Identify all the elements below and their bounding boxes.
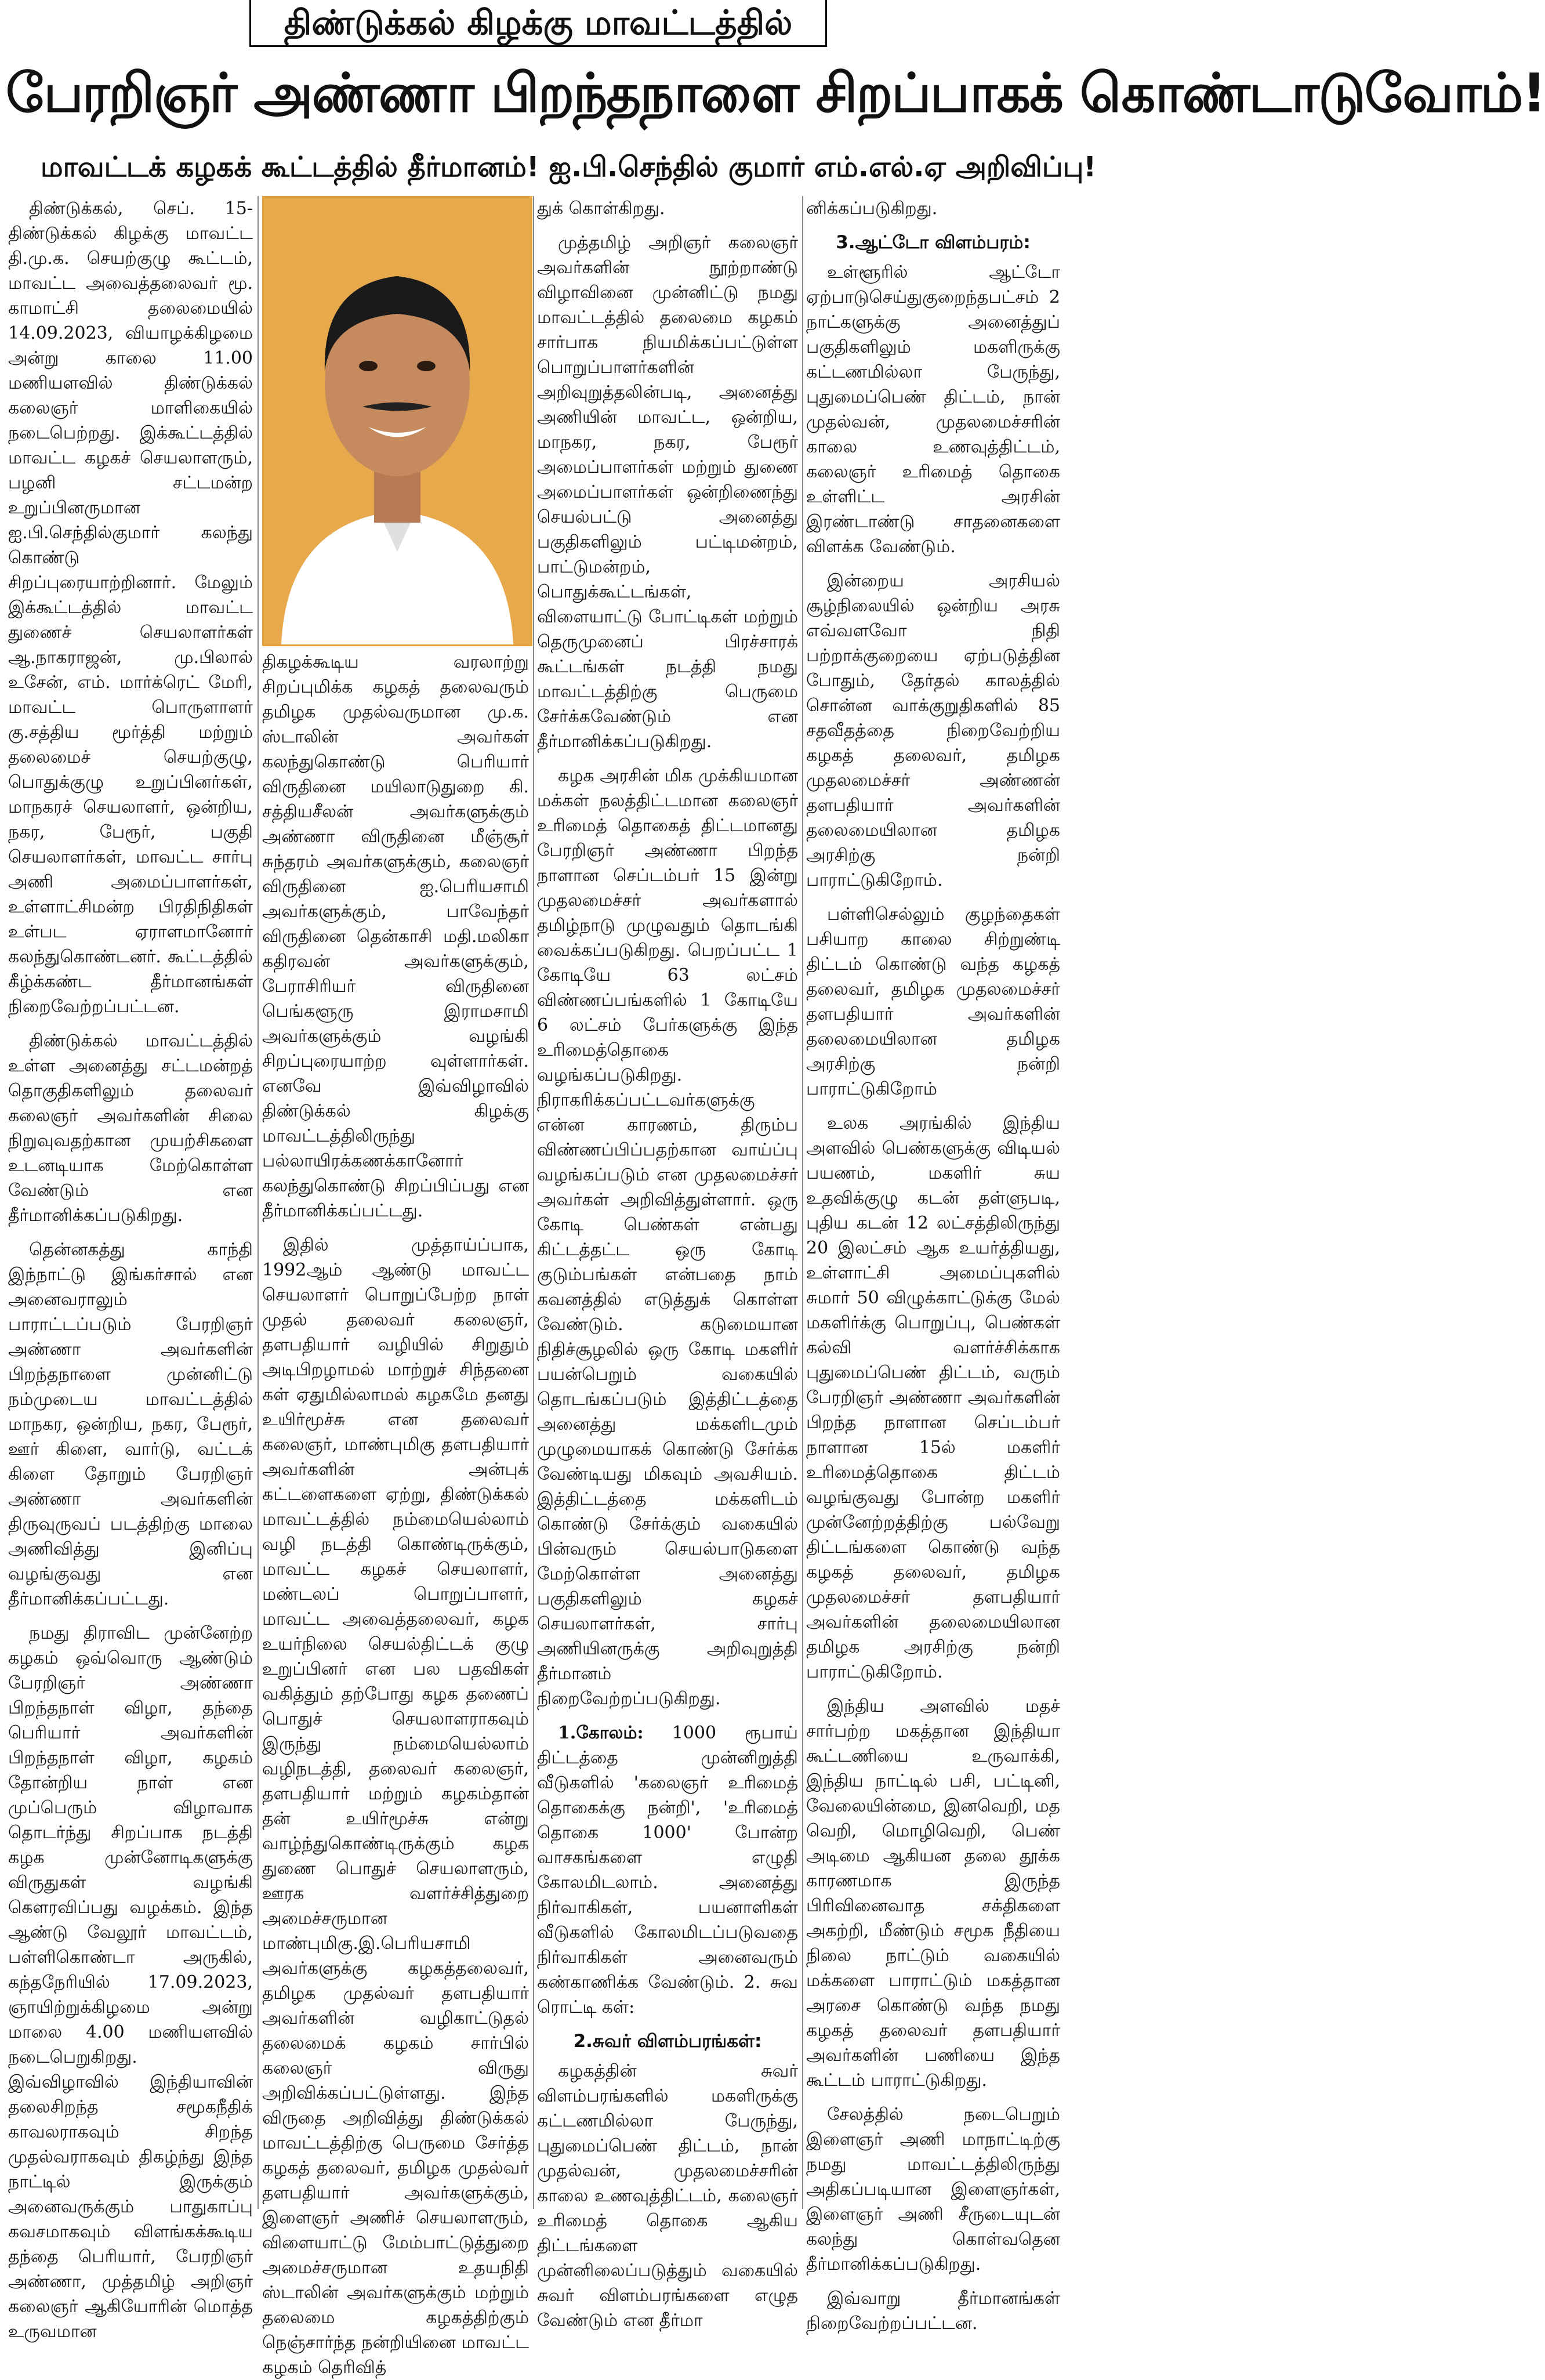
headline: பேரறிஞர் அண்ணா பிறந்தநாளை சிறப்பாகக் கொண்டாடுவோம்! — [6, 62, 1545, 124]
paragraph: னிக்கப்படுகிறது. — [806, 198, 938, 219]
paragraph: இதில் முத்தாய்ப்பாக, 1992ஆம் ஆண்டு மாவட்ட செயலாளர் பொறுப்பேற்ற நாள் முதல் தலைவர் கலைஞர், தளபதியார் வழியில் சிறுதும் அடிபிறழாமல் மாற்றுச் சிந்தனை கள் ஏதுமில்லாமல் கழகமே தனது உயிர்மூச்சு என தலைவர் கலைஞர், மாண்புமிகு தளபதியார் அவர்களின் அன்புக் கட்டளைகளை ஏற்று, திண்டுக்கல் மாவட்டத்தில் நம்மையெல்லாம் வழி நடத்தி கொண்டிருக்கும், மாவட்ட கழகச் செயலாளர், மண்டலப் பொறுப்பாளர், மாவட்ட அவைத்தலைவர், கழக உயர்நிலை செயல்திட்டக் குழு உறுப்பினர் என பல பதவிகள் வகித்தும் தற்போது கழக தணைப் பொதுச் செயலாளராகவும் இருந்து நம்மையெல்லாம் வழிநடத்தி, தலைவர் கலைஞர், தளபதியார் மற்றும் கழகம்தான் தன் உயிர்மூச்சு என்று வாழ்ந்துகொண்டிருக்கும் கழக துணை பொதுச் செயலாளரும், ஊரக வளர்ச்சித்துறை அமைச்சருமான மாண்புமிகு.இ.பெரியசாமி அவர்களுக்கு கழகத்தலைவர், தமிழக முதல்வர் தளபதியார் அவர்களின் வழிகாட்டுதல் தலைமைக் கழகம் சார்பில் கலைஞர் விருது அறிவிக்கப்பட்டுள்ளது. இந்த விருதை அறிவித்து திண்டுக்கல் மாவட்டத்திற்கு பெருமை சேர்த்த கழகத் தலைவர், தமிழக முதல்வர் தளபதியார் அவர்களுக்கும், இளைஞர் அணிச் செயலாளரும், விளையாட்டு மேம்பாட்டுத்துறை அமைச்சருமான உதயநிதி ஸ்டாலின் அவர்களுக்கும் மற்றும் தலைமை கழகத்திற்கும் நெஞ்சார்ந்த நன்றியினை மாவட்ட கழகம் தெரிவித் — [262, 1235, 529, 2378]
paragraph: திகழக்கூடிய வரலாற்று சிறப்புமிக்க கழகத் தலைவரும் தமிழக முதல்வருமான மு.க. ஸ்டாலின் அவர்கள் கலந்துகொண்டு பெரியார் விருதினை மயிலாடுதுறை கி. சத்தியசீலன் அவர்களுக்கும் அண்ணா விருதினை மீஞ்சூர் சுந்தரம் அவர்களுக்கும், கலைஞர் விருதினை ஐ.பெரியசாமி அவர்களுக்கும், பாவேந்தர் விருதினை தென்காசி மதி.மலிகா கதிரவன் அவர்களுக்கும், பேராசிரியர் விருதினை பெங்களூரு இராமசாமி அவர்களுக்கும் வழங்கி சிறப்புரையாற்ற வுள்ளார்கள். எனவே இவ்விழாவில் திண்டுக்கல் கிழக்கு மாவட்டத்திலிருந்து பல்லாயிரக்கணக்கானோர் கலந்துகொண்டு சிறப்பிப்பது என தீர்மானிக்கப்பட்டது. — [262, 652, 529, 1221]
section-body: 1000 ரூபாய் திட்டத்தை முன்னிறுத்தி வீடுகளில் 'கலைஞர் உரிமைத் தொகைக்கு நன்றி', 'உரிமைத் தொகை 1000' போன்ற வாசகங்களை எழுதி கோலமிடலாம். அனைத்து நிர்வாகிகள், பயனாளிகள் வீடுகளில் கோலமிடப்படுவதை நிர்வாகிகள் அனைவரும் கண்காணிக்க வேண்டும். 2. சுவ ரொட்டி கள்: — [537, 1723, 798, 2017]
paragraph: உலக அரங்கில் இந்திய அளவில் பெண்களுக்கு விடியல் பயணம், மகளிர் சுய உதவிக்குழு கடன் தள்ளுபடி, புதிய கடன் 12 லட்சத்திலிருந்து 20 இலட்சம் ஆக உயர்த்தியது, உள்ளாட்சி அமைப்புகளில் சுமார் 50 விழுக்காட்டுக்கு மேல் மகளிர்க்கு பொறுப்பு, பெண்கள் கல்வி வளர்ச்சிக்காக புதுமைப்பெண் திட்டம், வரும் பேரறிஞர் அண்ணா அவர்களின் பிறந்த நாளான செப்டம்பர் நாளான 15ல் மகளிர் உரிமைத்தொகை திட்டம் வழங்குவது போன்ற மகளிர் முன்னேற்றத்திற்கு பல்வேறு திட்டங்களை கொண்டு வந்த கழகத் தலைவர், தமிழக முதலமைச்சர் தளபதியார் அவர்களின் தலைமையிலான தமிழக அரசிற்கு நன்றி பாராட்டுகிறோம். — [806, 1113, 1060, 1682]
paragraph: இந்திய அளவில் மதச் சார்பற்ற மகத்தான இந்தியா கூட்டணியை உருவாக்கி, இந்திய நாட்டில் பசி, பட்டினி, வேலையின்மை, இனவெறி, மத வெறி, மொழிவெறி, பெண் அடிமை ஆகியன தலை தூக்க காரணமாக இருந்த பிரிவினைவாத சக்திகளை அகற்றி, மீண்டும் சமூக நீதியை நிலை நாட்டும் வகையில் மக்களை பாராட்டும் மகத்தான அரசை கொண்டு வந்த நமது கழகத் தலைவர் தளபதியார் அவர்களின் பணியை இந்த கூட்டம் பாராட்டுகிறது. — [806, 1696, 1060, 2091]
article-column-3 — [537, 196, 798, 2331]
section-heading: 2.சுவர் விளம்பரங்கள்: — [573, 2031, 762, 2052]
column-rule — [258, 196, 259, 2209]
paragraph: நமது திராவிட முன்னேற்ற கழகம் ஒவ்வொரு ஆண்டும் பேரறிஞர் அண்ணா பிறந்தநாள் விழா, தந்தை பெரியார் அவர்களின் பிறந்தநாள் விழா, கழகம் தோன்றிய நாள் என முப்பெரும் விழாவாக தொடர்ந்து சிறப்பாக நடத்தி கழக முன்னோடிகளுக்கு விருதுகள் வழங்கி கௌரவிப்பது வழக்கம். இந்த ஆண்டு வேலூர் மாவட்டம், பள்ளிகொண்டா அருகில், கந்தநேரியில் 17.09.2023, ஞாயிற்றுக்கிழமை அன்று மாலை 4.00 மணியளவில் நடைபெறுகிறது. இவ்விழாவில் இந்தியாவின் தலைசிறந்த சமூகநீதிக் காவலராகவும் சிறந்த முதல்வராகவும் திகழ்ந்து இந்த நாட்டில் இருக்கும் அனைவருக்கும் பாதுகாப்பு கவசமாகவும் விளங்கக்கூடிய தந்தை பெரியார், பேரறிஞர் அண்ணா, முத்தமிழ் அறிஞர் கலைஞர் ஆகியோரின் மொத்த உருவமான — [8, 1623, 253, 2342]
column-rule — [802, 196, 803, 2209]
section-heading: 1.கோலம்: — [558, 1723, 644, 1743]
paragraph: சேலத்தில் நடைபெறும் இளைஞர் அணி மாநாட்டிற்கு நமது மாவட்டத்திலிருந்து அதிகப்படியான இளைஞர்கள், இளைஞர் அணி சீருடையுடன் கலந்து கொள்வதென தீர்மானிக்கப்படுகிறது. — [806, 2104, 1060, 2274]
paragraph: தென்னகத்து காந்தி இந்நாட்டு இங்கர்சால் என அனைவராலும் பாராட்டப்படும் பேரறிஞர் அண்ணா அவர்களின் பிறந்தநாளை முன்னிட்டு நம்முடைய மாவட்டத்தில் மாநகர, ஒன்றிய, நகர, பேரூர், ஊர் கிளை, வார்டு, வட்டக் கிளை தோறும் பேரறிஞர் அண்ணா அவர்களின் திருவுருவப் படத்திற்கு மாலை அணிவித்து இனிப்பு வழங்குவது என தீர்மானிக்கப்பட்டது. — [8, 1240, 253, 1609]
paragraph: கழக அரசின் மிக முக்கியமான மக்கள் நலத்திட்டமான கலைஞர் உரிமைத் தொகைத் திட்டமானது பேரறிஞர் அண்ணா பிறந்த நாளான செப்டம்பர் 15 இன்று முதலமைச்சர் அவர்களால் தமிழ்நாடு முழுவதும் தொடங்கி வைக்கப்படுகிறது. பெறப்பட்ட 1 கோடியே 63 லட்சம் விண்ணப்பங்களில் 1 கோடியே 6 லட்சம் பேர்களுக்கு இந்த உரிமைத்தொகை வழங்கப்படுகிறது. நிராகரிக்கப்பட்டவர்களுக்கு என்ன காரணம், திரும்ப விண்ணப்பிப்பதற்கான வாய்ப்பு வழங்கப்படும் என முதலமைச்சர் அவர்கள் அறிவித்துள்ளார். ஒரு கோடி பெண்கள் என்பது கிட்டத்தட்ட ஒரு கோடி குடும்பங்கள் என்பதை நாம் கவனத்தில் எடுத்துக் கொள்ள வேண்டும். கடுமையான நிதிச்சூழலில் ஒரு கோடி மகளிர் பயன்பெறும் வகையில் தொடங்கப்படும் இத்திட்டத்தை அனைத்து மக்களிடமும் முழுமையாகக் கொண்டு சேர்க்க வேண்டியது மிகவும் அவசியம். இத்திட்டத்தை மக்களிடம் கொண்டு சேர்க்கும் வகையில் பின்வரும் செயல்பாடுகளை மேற்கொள்ள அனைத்து பகுதிகளிலும் கழகச் செயலாளர்கள், சார்பு அணியினருக்கு அறிவுறுத்தி தீர்மானம் நிறைவேற்றப்படுகிறது. — [537, 766, 798, 1709]
subheadline: மாவட்டக் கழகக் கூட்டத்தில் தீர்மானம்! ஐ.பி.செந்தில் குமார் எம்.எல்.ஏ அறிவிப்பு! — [41, 151, 1097, 183]
article-column-2 — [262, 650, 529, 2378]
kicker-banner: திண்டுக்கல் கிழக்கு மாவட்டத்தில் — [249, 0, 827, 47]
paragraph: திண்டுக்கல், செப். 15- திண்டுக்கல் கிழக்கு மாவட்ட தி.மு.க. செயற்குழு கூட்டம், மாவட்ட அவைத்தலைவர் மூ. காமாட்சி தலைமையில் 14.09.2023, வியாழக்கிழமை அன்று காலை 11.00 மணியளவில் திண்டுக்கல் கலைஞர் மாளிகையில் நடைபெற்றது. இக்கூட்டத்தில் மாவட்ட கழகச் செயலாளரும், பழனி சட்டமன்ற உறுப்பினருமான ஐ.பி.செந்தில்குமார் கலந்து கொண்டு சிறப்புரையாற்றினார். மேலும் இக்கூட்டத்தில் மாவட்ட துணைச் செயலாளர்கள் ஆ.நாகராஜன், மு.பிலால் உசேன், எம். மார்க்ரெட் மேரி, மாவட்ட பொருளாளர் கு.சத்திய மூர்த்தி மற்றும் தலைமைச் செயற்குழு, பொதுக்குழு உறுப்பினர்கள், மாநகரச் செயலாளர், ஒன்றிய, நகர, பேரூர், பகுதி செயலாளர்கள், மாவட்ட சார்பு அணி அமைப்பாளர்கள், உள்ளாட்சிமன்ற பிரதிநிதிகள் உள்பட ஏராளமானோர் கலந்துகொண்டனர். கூட்டத்தில் கீழ்க்கண்ட தீர்மானங்கள் நிறைவேற்றப்பட்டன. — [8, 198, 253, 1017]
paragraph: முத்தமிழ் அறிஞர் கலைஞர் அவர்களின் நூற்றாண்டு விழாவினை முன்னிட்டு நமது மாவட்டத்தில் தலைமை கழகம் சார்பாக நியமிக்கப்பட்டுள்ள பொறுப்பாளர்களின் அறிவுறுத்தலின்படி, அனைத்து அணியின் மாவட்ட, ஒன்றிய, மாநகர, நகர, பேரூர் அமைப்பாளர்கள் மற்றும் துணை அமைப்பாளர்கள் ஒன்றிணைந்து செயல்பட்டு அனைத்து பகுதிகளிலும் பட்டிமன்றம், பாட்டுமன்றம், பொதுக்கூட்டங்கள், விளையாட்டு போட்டிகள் மற்றும் தெருமுனைப் பிரச்சாரக் கூட்டங்கள் நடத்தி நமது மாவட்டத்திற்கு பெருமை சேர்க்கவேண்டும் என தீர்மானிக்கப்படுகிறது. — [537, 233, 798, 752]
paragraph: கழகத்தின் சுவர் விளம்பரங்களில் மகளிருக்கு கட்டணமில்லா பேருந்து, புதுமைப்பெண் திட்டம், நான் முதல்வன், முதலமைச்சரின் காலை உணவுத்திட்டம், கலைஞர் உரிமைத் தொகை ஆகிய திட்டங்களை முன்னிலைப்படுத்தும் வகையில் சுவர் விளம்பரங்களை எழுத வேண்டும் என தீர்மா — [537, 2061, 798, 2331]
column-rule — [533, 196, 534, 2209]
section-heading: 3.ஆட்டோ விளம்பரம்: — [836, 232, 1031, 253]
portrait-photo — [262, 196, 532, 646]
article-column-4 — [806, 196, 1060, 2334]
paragraph: இவ்வாறு தீர்மானங்கள் நிறைவேற்றப்பட்டன. — [806, 2288, 1060, 2334]
paragraph: இன்றைய அரசியல் சூழ்நிலையில் ஒன்றிய அரசு எவ்வளவோ நிதி பற்றாக்குறையை ஏற்படுத்தின போதும், தேர்தல் காலத்தில் சொன்ன வாக்குறுதிகளில் 85 சதவீதத்தை நிறைவேற்றிய கழகத் தலைவர், தமிழக முதலமைச்சர் அண்ணன் தளபதியார் அவர்களின் தலைமையிலான தமிழக அரசிற்கு நன்றி பாராட்டுகிறோம். — [806, 571, 1060, 890]
paragraph: துக் கொள்கிறது. — [537, 198, 665, 219]
article-column-1 — [8, 196, 253, 2342]
paragraph: திண்டுக்கல் மாவட்டத்தில் உள்ள அனைத்து சட்டமன்றத் தொகுதிகளிலும் தலைவர் கலைஞர் அவர்களின் சிலை நிறுவுவதற்கான முயற்சிகளை உடனடியாக மேற்கொள்ள வேண்டும் என தீர்மானிக்கப்படுகிறது. — [8, 1031, 253, 1226]
portrait-illustration — [264, 198, 531, 644]
paragraph — [537, 1720, 798, 2020]
paragraph: உள்ளூரில் ஆட்டோ ஏற்பாடுசெய்துகுறைந்தபட்சம் 2 நாட்களுக்கு அனைத்துப் பகுதிகளிலும் மகளிருக்கு கட்டணமில்லா பேருந்து, புதுமைப்பெண் திட்டம், நான் முதல்வன், முதலமைச்சரின் காலை உணவுத்திட்டம், கலைஞர் உரிமைத் தொகை உள்ளிட்ட அரசின் இரண்டாண்டு சாதனைகளை விளக்க வேண்டும். — [806, 262, 1060, 557]
paragraph: பள்ளிசெல்லும் குழந்தைகள் பசியாற காலை சிற்றுண்டி திட்டம் கொண்டு வந்த கழகத் தலைவர், தமிழக முதலமைச்சர் தளபதியார் அவர்களின் தலைமையிலான தமிழக அரசிற்கு நன்றி பாராட்டுகிறோம் — [806, 904, 1060, 1099]
